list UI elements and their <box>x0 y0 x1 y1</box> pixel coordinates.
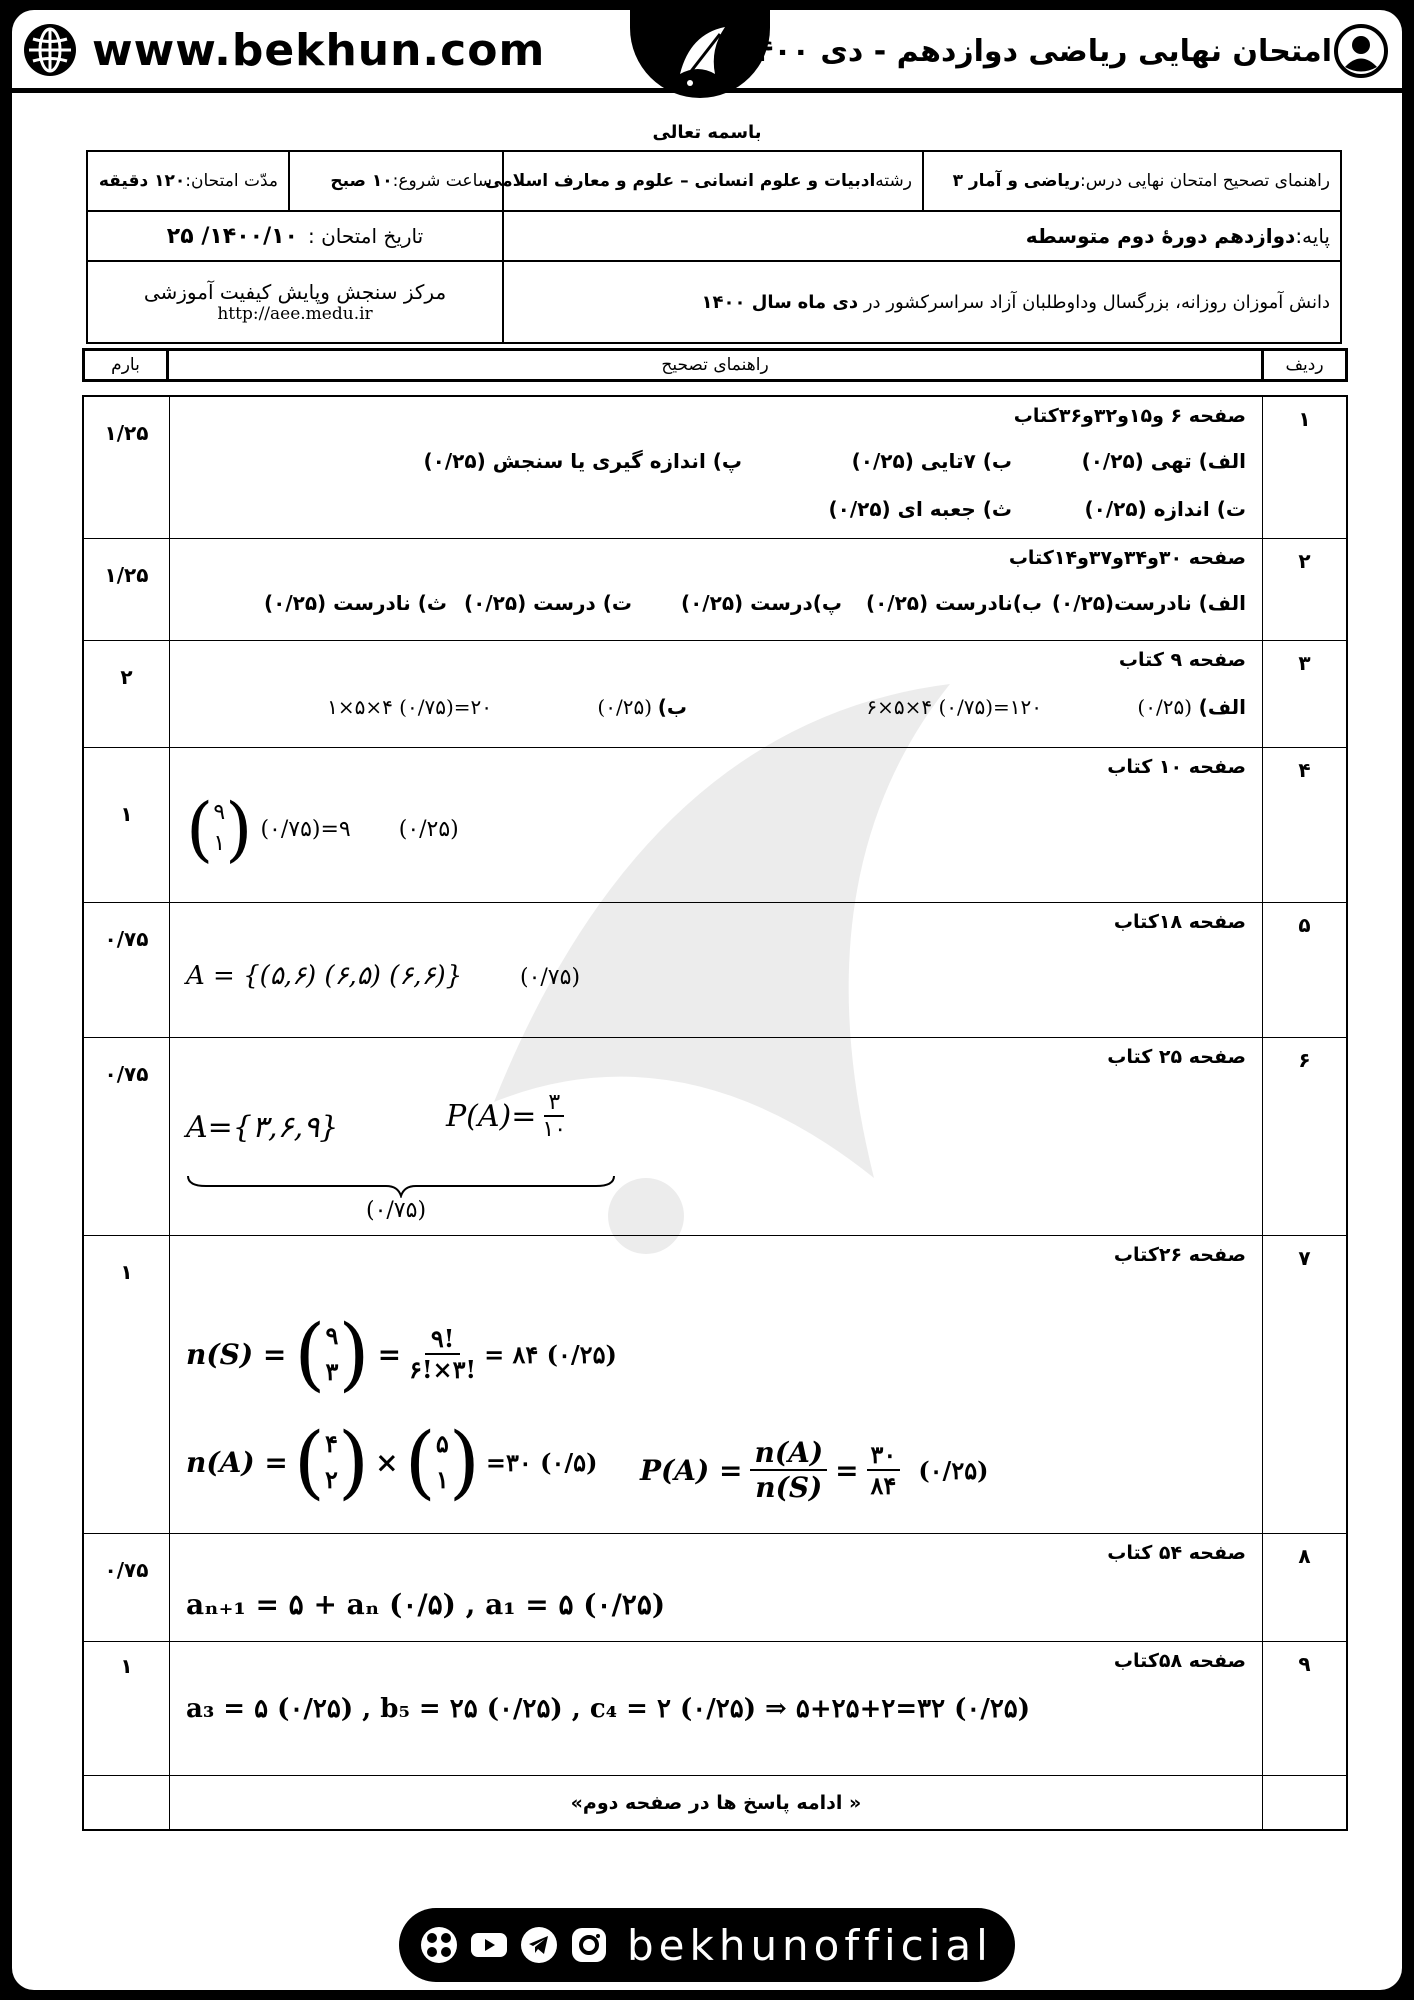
table-row <box>84 903 1346 1038</box>
probability <box>446 1090 566 1142</box>
table-row <box>84 748 1346 903</box>
points: (۰/۲۵) <box>597 695 652 719</box>
binomial-top: ۹ <box>213 800 226 826</box>
math-expression: A = {(۵,۶) (۶,۵) (۶,۶)} <box>186 961 463 991</box>
row-score: ۱/۲۵ <box>84 539 170 640</box>
audience-cell <box>502 262 1340 342</box>
binomial-expression: ( ۹ ۱ ) (۰/۷۵)=۹ (۰/۲۵) <box>186 788 459 870</box>
row-answer <box>170 539 1262 640</box>
fraction-bottom: ۶!×۳! <box>409 1355 477 1384</box>
binomial-top: ۹ <box>325 1321 339 1350</box>
row-answer <box>170 1038 1262 1235</box>
table-row <box>84 1642 1346 1776</box>
row-score: ۱ <box>84 1642 170 1775</box>
row-number: ۹ <box>1262 1642 1346 1775</box>
field-label: رشته <box>875 171 912 191</box>
ns-label: n(S) = <box>186 1337 287 1371</box>
ns-result: = ۸۴ (۰/۲۵) <box>484 1339 617 1369</box>
fraction-bottom: n(S) <box>755 1471 823 1504</box>
binomial-bottom: ۱ <box>213 831 226 856</box>
youtube-icon[interactable] <box>469 1925 509 1965</box>
grade: دوازدهم دورۀ دوم متوسطه <box>1025 224 1296 248</box>
duration-label: مدّت امتحان: <box>185 171 278 191</box>
row-number: ۶ <box>1262 1038 1346 1235</box>
math-expression: aₙ₊₁ = ۵ + aₙ (۰/۵) , a₁ = ۵ (۰/۲۵) <box>186 1588 666 1621</box>
book-page-ref: صفحه ۳۰و۳۴و۳۷و۱۴کتاب <box>1008 547 1246 569</box>
exam-date: ۱۴۰۰/۱۰/ ۲۵ <box>166 223 298 249</box>
table-row <box>84 1534 1346 1642</box>
table-row <box>84 1776 1346 1829</box>
book-page-ref: صفحه ۱۸کتاب <box>1113 911 1246 933</box>
row-answer <box>170 641 1262 747</box>
na-result: =۳۰ (۰/۵) <box>485 1447 598 1477</box>
audience-text: دانش آموزان روزانه، بزرگسال وداوطلبان آزاد سراسرکشور در <box>863 291 1330 313</box>
center-cell <box>88 262 502 342</box>
start-time: ۱۰ صبح <box>330 171 393 191</box>
fraction-top: n(A) <box>750 1436 827 1471</box>
center-url[interactable]: http://aee.medu.ir <box>217 304 373 324</box>
answer-part: ث) جعبه ای (۰/۲۵) <box>828 497 1012 521</box>
binomial-bottom: ۳ <box>325 1357 339 1386</box>
aparat-icon[interactable] <box>419 1925 459 1965</box>
answer-part: الف) تهی (۰/۲۵) <box>1081 449 1246 473</box>
answer-part: ت) درست (۰/۲۵) <box>464 591 632 615</box>
field-cell <box>484 152 922 212</box>
binomial-top: ۴ <box>325 1429 338 1458</box>
book-page-ref: صفحه ۵۴ کتاب <box>1107 1542 1246 1564</box>
row-answer <box>170 748 1262 902</box>
table-row <box>84 1236 1346 1534</box>
table-row <box>84 1038 1346 1236</box>
binomial-bottom: ۱ <box>435 1465 449 1494</box>
site-header <box>12 10 1402 90</box>
points: (۰/۲۵) <box>398 816 459 842</box>
math-expression: a₃ = ۵ (۰/۲۵) , b₅ = ۲۵ (۰/۲۵) , c₄ = ۲ (۰/۲۵) ⇒ ۵+۲۵+۲=۳۲ (۰/۲۵) <box>186 1694 1031 1724</box>
answer-part: پ) اندازه گیری یا سنجش (۰/۲۵) <box>423 449 742 473</box>
row-score: ۲ <box>84 641 170 747</box>
answer-part: ث) نادرست (۰/۲۵) <box>263 591 447 615</box>
part-label: ب) <box>657 695 687 719</box>
fraction-top: ۳ <box>544 1090 564 1117</box>
fraction-top: ۹! <box>425 1324 460 1355</box>
book-page-ref: صفحه ۲۶کتاب <box>1113 1244 1246 1266</box>
book-page-ref: صفحه ۹ کتاب <box>1118 649 1246 671</box>
points: (۰/۲۵) <box>1137 695 1192 719</box>
social-handle[interactable]: bekhunofficial <box>627 1920 993 1970</box>
date-cell <box>88 212 502 262</box>
header-row-number: ردیف <box>1261 351 1345 379</box>
row-answer <box>170 1642 1262 1775</box>
answer-part: پ)درست (۰/۲۵) <box>680 591 842 615</box>
exam-title: امتحان نهایی ریاضی دوازدهم - دی ۱۴۰۰ <box>736 34 1332 69</box>
binomial-value: (۰/۷۵)=۹ <box>260 816 351 842</box>
book-page-ref: صفحه ۱۰ کتاب <box>1107 756 1246 778</box>
answer-part: الف) نادرست(۰/۲۵) <box>1051 591 1246 615</box>
event-probability <box>640 1436 988 1504</box>
points: (۰/۷۵) <box>366 1198 427 1223</box>
duration-cell <box>88 152 288 212</box>
underbrace-icon <box>186 1174 616 1198</box>
row-score: ۱/۲۵ <box>84 397 170 538</box>
row-answer <box>170 397 1262 538</box>
field-name: ادبیات و علوم انسانی – علوم و معارف اسلامی <box>484 171 876 191</box>
exam-year: سال ۱۴۰۰ <box>701 291 792 313</box>
page <box>12 10 1402 1990</box>
pa-label: P(A) = <box>640 1453 743 1487</box>
answer-part: ت) اندازه (۰/۲۵) <box>1084 497 1246 521</box>
instagram-icon[interactable] <box>569 1925 609 1965</box>
start-label: ساعت شروع: <box>392 171 492 191</box>
header-score: بارم <box>85 351 169 379</box>
grade-cell <box>502 212 1340 262</box>
exam-info-table <box>86 150 1342 344</box>
points: (۰/۷۵) <box>520 965 581 990</box>
math-expression: ۶×۵×۴ (۰/۷۵)=۱۲۰ <box>866 695 1042 719</box>
user-icon[interactable] <box>1334 24 1388 78</box>
quill-logo-icon <box>660 19 740 89</box>
book-page-ref: صفحه ۲۵ کتاب <box>1107 1046 1246 1068</box>
probability-label: P(A)= <box>446 1098 537 1134</box>
row-score <box>84 1776 170 1829</box>
site-link[interactable] <box>22 22 545 78</box>
duration: ۱۲۰ دقیقه <box>98 171 186 191</box>
answer-part: ب)نادرست (۰/۲۵) <box>865 591 1042 615</box>
telegram-icon[interactable] <box>519 1925 559 1965</box>
math-expression: ۱×۵×۴ (۰/۷۵)=۲۰ <box>327 695 492 719</box>
guide-label: راهنمای تصحیح امتحان نهایی درس: <box>1079 171 1330 191</box>
fraction-bottom: ۸۴ <box>870 1471 897 1500</box>
row-score: ۰/۷۵ <box>84 903 170 1037</box>
sample-space-count: n(S) = ( ۹ ۳ ) = ۹! ۶!×۳! = ۸۴ (۰/۲۵) <box>186 1307 617 1400</box>
row-number: ۱ <box>1262 397 1346 538</box>
grade-label: پایه: <box>1295 224 1330 248</box>
binomial-bottom: ۲ <box>325 1465 338 1494</box>
continue-note: « ادامه پاسخ ها در صفحه دوم» <box>570 1791 862 1814</box>
globe-icon <box>22 22 78 78</box>
row-score: ۱ <box>84 1236 170 1533</box>
course-cell <box>922 152 1340 212</box>
table-row <box>84 641 1346 748</box>
row-number: ۴ <box>1262 748 1346 902</box>
basmala: باسمه تعالی <box>652 122 762 143</box>
fraction-bottom: ۱۰ <box>542 1117 567 1142</box>
row-answer <box>170 903 1262 1037</box>
start-cell <box>288 152 502 212</box>
part-label: الف) <box>1198 695 1246 719</box>
row-number <box>1262 1776 1346 1829</box>
exam-month: دی ماه <box>797 291 859 313</box>
row-score: ۰/۷۵ <box>84 1038 170 1235</box>
answers-table-header <box>82 348 1348 382</box>
event-count: n(A) = ( ۴ ۲ ) × ( ۵ ۱ ) =۳۰ (۰/۵) <box>186 1415 598 1508</box>
row-score: ۰/۷۵ <box>84 1534 170 1641</box>
social-footer <box>399 1908 1015 1982</box>
center-name: مرکز سنجش وپایش کیفیت آموزشی <box>143 280 447 304</box>
date-label: تاریخ امتحان : <box>307 224 424 248</box>
binomial-top: ۵ <box>435 1429 449 1458</box>
website-url[interactable]: www.bekhun.com <box>92 24 546 76</box>
row-number: ۵ <box>1262 903 1346 1037</box>
row-score: ۱ <box>84 748 170 902</box>
header-guide: راهنمای تصحیح <box>661 355 769 375</box>
na-label: n(A) = <box>186 1445 288 1479</box>
table-row <box>84 539 1346 641</box>
book-page-ref: صفحه ۵۸کتاب <box>1113 1650 1246 1672</box>
sample-set: A={۳,۶,۹} <box>186 1110 339 1145</box>
book-page-ref: صفحه ۶ و۱۵و۳۲و۳۶کتاب <box>1013 405 1246 427</box>
table-row <box>84 397 1346 539</box>
course-name: ریاضی و آمار ۳ <box>952 171 1080 191</box>
answers-table <box>82 395 1348 1831</box>
row-number: ۲ <box>1262 539 1346 640</box>
equals-sign: = <box>835 1453 859 1487</box>
points: (۰/۲۵) <box>918 1455 989 1485</box>
row-answer <box>170 1236 1262 1533</box>
row-number: ۷ <box>1262 1236 1346 1533</box>
row-answer <box>170 1534 1262 1641</box>
answer-part: ب) ۷تایی (۰/۲۵) <box>851 449 1012 473</box>
row-number: ۳ <box>1262 641 1346 747</box>
row-number: ۸ <box>1262 1534 1346 1641</box>
fraction-top: ۳۰ <box>867 1440 901 1471</box>
